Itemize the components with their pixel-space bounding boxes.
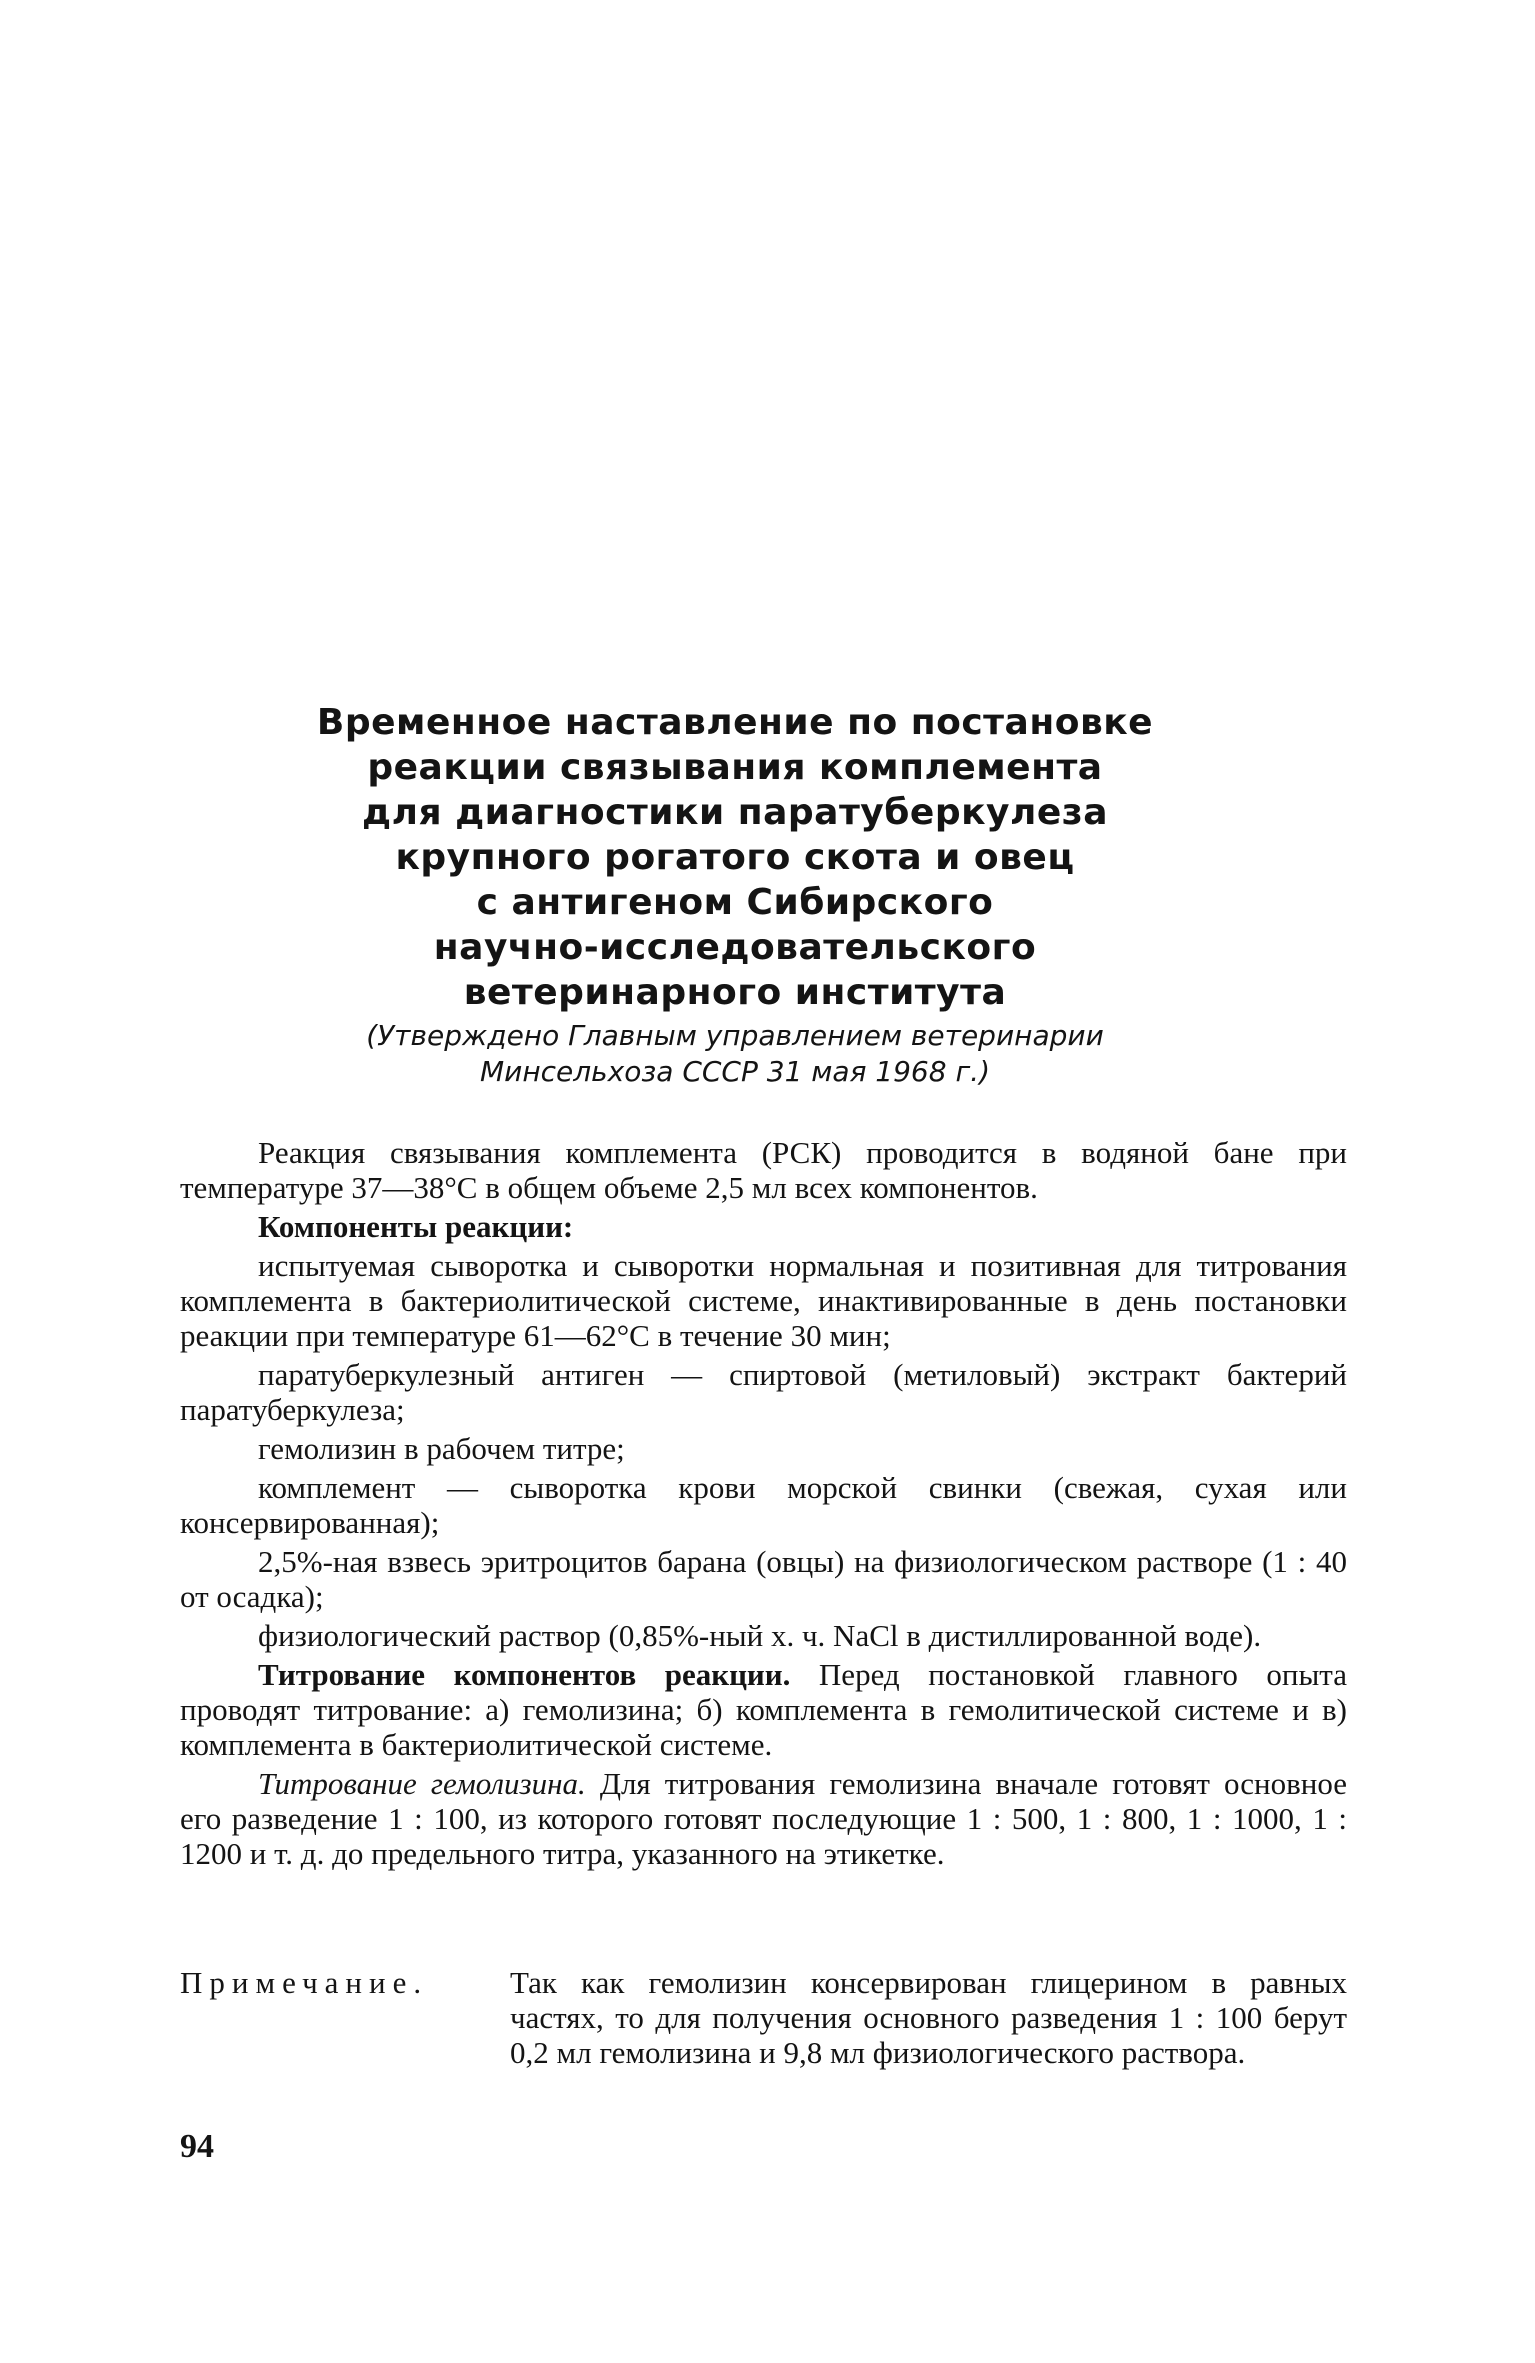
note-text: Так как гемолизин консервирован глицерином в равных частях, то для получения основного разведения 1 : 100 берут 0,2 мл гемолизина и 9,8 мл физиологического раствора.: [510, 1965, 1347, 2070]
title-line: реакции связывания комплемента: [367, 747, 1103, 788]
titration-paragraph: [180, 1657, 1347, 1762]
approval-line: (Утверждено Главным управлением ветеринарии: [366, 1019, 1104, 1052]
component-item: паратуберкулезный антиген — спиртовой (метиловый) экстракт бактерий паратуберкулеза;: [180, 1357, 1347, 1427]
hemolysin-text: Для титрования гемолизина вначале готовят основное его разведение 1 : 100, из которого готовят последующие 1 : 500, 1 : 800, 1 : 1000, 1 : 1200 и т. д. до предельного титра, указанного на этикетке.: [180, 1766, 1348, 1871]
title-line: для диагностики паратуберкулеза: [362, 792, 1108, 833]
title-line: Временное наставление по постановке: [316, 702, 1154, 743]
component-item: комплемент — сыворотка крови морской свинки (свежая, сухая или консервированная);: [180, 1470, 1347, 1540]
titration-text: Перед постановкой главного опыта проводят титрование: а) гемолизина; б) комплемента в гемолитической системе и в) комплемента в бактериолитической системе.: [180, 1657, 1347, 1762]
titration-heading: Титрование компонентов реакции.: [258, 1657, 791, 1692]
hemolysin-paragraph: [180, 1766, 1347, 1871]
intro-paragraph: Реакция связывания комплемента (РСК) проводится в водяной бане при температуре 37—38°С в общем объеме 2,5 мл всех компонентов.: [180, 1135, 1347, 1205]
approval-line: Минсельхоза СССР 31 мая 1968 г.): [479, 1055, 990, 1088]
document-title: [300, 700, 1170, 1015]
component-item: испытуемая сыворотка и сыворотки нормальная и позитивная для титрования комплемента в бактериолитической системе, инактивированные в день постановки реакции при температуре 61—62°С в течение 30 мин;: [180, 1248, 1347, 1353]
components-heading-paragraph: [180, 1209, 1347, 1244]
title-line: научно-исследовательского: [433, 927, 1037, 968]
component-item: физиологический раствор (0,85%-ный х. ч. NaCl в дистиллированной воде).: [258, 1618, 1262, 1653]
page-number: 94: [180, 2128, 214, 2165]
title-line: с антигеном Сибирского: [476, 882, 994, 923]
note-label: Примечание.: [180, 1965, 429, 2000]
hemolysin-heading: Титрование гемолизина.: [258, 1766, 586, 1801]
title-line: ветеринарного института: [463, 972, 1007, 1013]
body-text: [180, 1135, 1347, 1875]
components-heading: Компоненты реакции:: [258, 1209, 574, 1244]
component-item: гемолизин в рабочем титре;: [258, 1431, 625, 1466]
approval-note: [300, 1018, 1170, 1090]
component-item: 2,5%-ная взвесь эритроцитов барана (овцы) на физиологическом растворе (1 : 40 от осадка);: [180, 1544, 1347, 1614]
title-line: крупного рогатого скота и овец: [395, 837, 1075, 878]
footnote-block: [180, 1965, 1347, 2070]
